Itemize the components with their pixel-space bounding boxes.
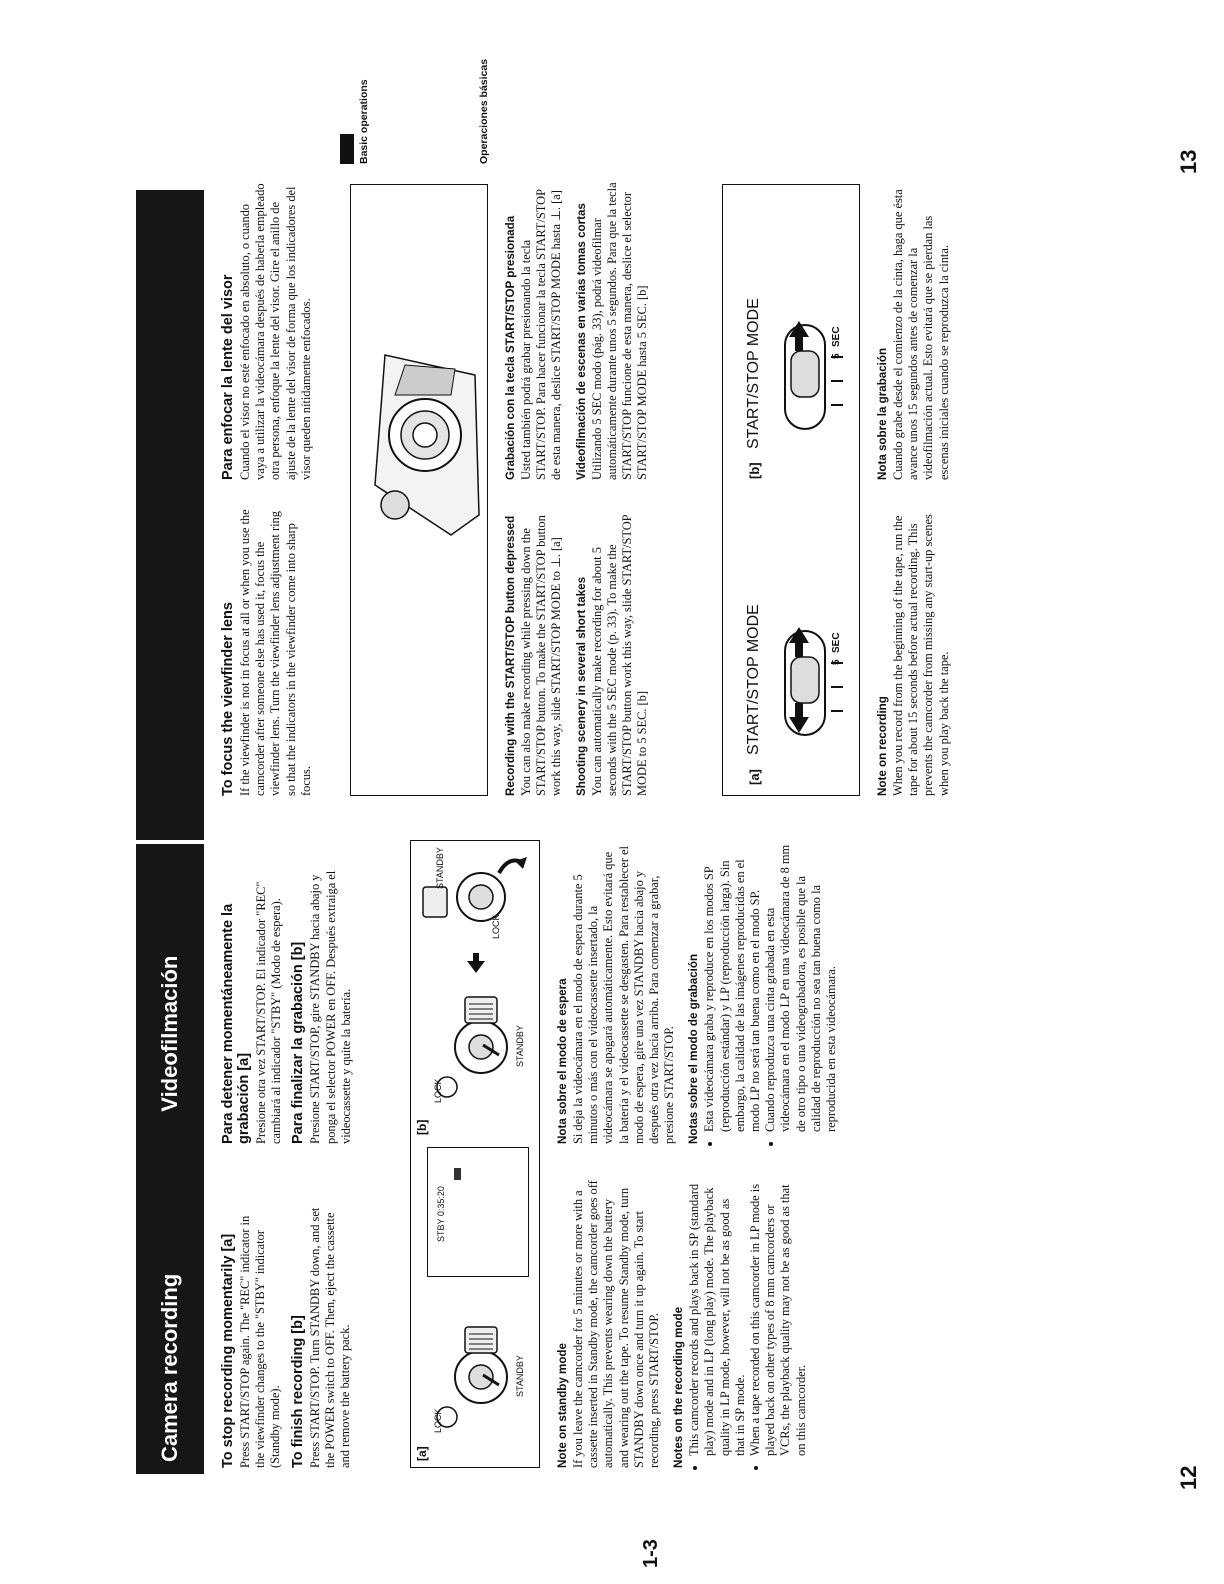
col-es-startstop — [494, 180, 650, 480]
banner-title-en: Camera recording — [157, 1273, 182, 1462]
heading-detener: Para detener momentáneamente la grabación [a] — [220, 903, 252, 1144]
heading-nota-espera: Nota sobre el modo de espera — [556, 978, 569, 1144]
sec-label-a: SEC — [831, 632, 842, 653]
lock-label-b: LOCK — [433, 1078, 443, 1103]
col-es-note-recording — [866, 180, 952, 480]
figure-label-a: [a] — [415, 1446, 429, 1461]
list-item: • This camcorder records and plays back in SP (standard play) mode and in LP (long play) mode. The playback quality in LP mode, however, will not be as good as that in SP mode. — [687, 1178, 748, 1456]
page-number-left: 12 — [1176, 1465, 1201, 1490]
heading-finish-recording: To finish recording [b] — [289, 1315, 306, 1468]
battery-icon — [454, 1168, 461, 1180]
viewfinder-display — [427, 1147, 529, 1277]
text-detener: Presione otra vez START/STOP. El indicador "REC" cambiará al indicador "STBY" (Modo de espera). — [254, 881, 284, 1144]
text-short-takes: You can automatically make recording for about 5 seconds with the 5 SEC mode (p. 33). To make the START/STOP button work this way, slide START/STOP MODE to 5 SEC. [b] — [589, 514, 650, 796]
col-en-note-recording — [866, 506, 952, 796]
heading-finalizar: Para finalizar la grabación [b] — [290, 941, 307, 1144]
list-item: • When a tape recorded on this camcorder in LP mode is played back on other types of 8 mm camcorders or VCRs, the playback quality may not be as good as that on this camcorder. — [748, 1178, 809, 1456]
text-stop-momentarily: Press START/STOP again. The "REC" indicator in the viewfinder changes to the "STBY" indicator (Standby mode). — [238, 1215, 283, 1468]
heading-note-standby: Note on standby mode — [556, 1343, 569, 1468]
figure-viewfinder-camera — [350, 184, 488, 796]
page-number-right: 13 — [1176, 149, 1201, 174]
standby-label-a: STANDBY — [515, 1355, 525, 1397]
arrow-up-icon — [465, 951, 487, 975]
mode-switch-b — [769, 299, 853, 449]
heading-grabacion-presionada: Grabación con la tecla START/STOP presionada — [504, 215, 517, 480]
figure-label-b: [b] — [415, 1119, 429, 1135]
heading-tomas-cortas: Videofilmación de escenas en varias tomas cortas — [574, 203, 588, 480]
text-focus-viewfinder: If the viewfinder is not in focus at all or when you use the camcorder after someone else has used it, focus the viewfinder lens. Turn the viewfinder lens adjustment ring so that the indicators in the viewfinder come into sharp focus. — [238, 509, 313, 796]
section-tag-en: Basic operations — [358, 79, 370, 164]
col-en-notes — [546, 1178, 809, 1468]
mode-label-a: START/STOP MODE — [745, 604, 762, 755]
heading-stop-momentarily: To stop recording momentarily [a] — [220, 1233, 236, 1468]
section-tag-es: Operaciones básicas — [478, 58, 490, 164]
heading-note-recording: Note on recording — [876, 696, 889, 796]
col-es-stop-finish — [214, 844, 354, 1144]
text-nota-espera: Si deja la videocámara en el modo de espera durante 5 minutos o más con el videocassette insertado, la videocámara se apagará automáticamente. Esto evitará que la batería y el videocassette se desgasten. Para restablecer el modo de espera, gire una vez STANDBY hacia abajo y después otra vez hacia arriba. Para comenzar a grabar, presione START/STOP. — [571, 846, 677, 1144]
figure-standby-dial — [410, 840, 540, 1468]
heading-nota-grabacion: Nota sobre la grabación — [876, 347, 889, 480]
col-en-startstop — [494, 506, 650, 796]
list-item: • Esta videocámara graba y reproduce en los modos SP (reproducción estándar) y LP (reproducción larga). Sin embargo, la calidad de las imágenes reproducidas en el modo LP no será tan buena como en el modo SP. — [702, 844, 763, 1132]
heading-recording-depressed: Recording with the START/STOP button depressed — [504, 515, 517, 796]
standby-label-b: STANDBY — [515, 1025, 525, 1067]
mode-label-a-tag: [a] — [747, 769, 762, 785]
mode-label-b-tag: [b] — [747, 462, 762, 479]
list-item: • Cuando reproduzca una cinta grabada en esta videocámara en el modo LP en una videocámara de 8 mm de otro tipo o una videograbadora, es posible que la calidad de reproducción no sea tan buena como la reproducida en esta videocámara. — [763, 844, 839, 1132]
five-label-a: 5 — [831, 659, 842, 665]
lock-label-c: LOCK — [491, 914, 501, 939]
col-en-stop-finish — [214, 1198, 353, 1468]
list-notes-recording-mode — [687, 1178, 809, 1468]
figure-startstop-mode — [722, 184, 860, 796]
camera-illustration — [355, 345, 483, 545]
text-recording-depressed: You can also make recording while pressing down the START/STOP button. To make the START/STOP button work this way, slide START/STOP MODE to ⊥. [a] — [519, 515, 564, 796]
five-label-b: 5 — [831, 353, 842, 359]
text-note-standby: If you leave the camcorder for 5 minutes or more with a cassette inserted in Standby mode, the camcorder goes off automatically. This prevents wearing down the battery and wearing out the tape. To resume Standby mode, turn STANDBY down once and turn it up again. To start recording, press START/STOP. — [571, 1180, 662, 1468]
col-es-notes — [546, 844, 839, 1144]
text-note-recording: When you record from the beginning of the tape, run the tape for about 15 seconds before actual recording. This prevents the camcorder from missing any start-up scenes when you play back the tape. — [891, 514, 951, 796]
text-finish-recording: Press START/STOP. Turn STANDBY down, and set the POWER switch to OFF. Then, eject the cassette and remove the battery pack. — [307, 1207, 353, 1468]
banner-continuation — [136, 190, 204, 840]
lock-label-a: LOCK — [433, 1408, 443, 1433]
banner-title-es: Videofilmación — [157, 955, 182, 1112]
col-es-focus — [214, 180, 314, 480]
standby-label-c: STANDBY — [435, 847, 445, 889]
heading-notes-recording-mode: Notes on the recording mode — [672, 1306, 686, 1468]
sec-label-b: SEC — [831, 326, 842, 347]
banner-camera-recording — [136, 844, 204, 1474]
mode-label-b: START/STOP MODE — [745, 298, 762, 449]
heading-enfocar-visor: Para enfocar la lente del visor — [220, 274, 236, 480]
text-enfocar-visor: Cuando el visor no esté enfocado en absoluto, o cuando vaya a utilizar la videocámara después de haberla empleado otra persona, enfoque la lente del visor. Gire el anillo de ajuste de la lente del visor de forma que los indicadores del visor queden nítidamente enfocados. — [238, 183, 313, 480]
section-marker — [340, 134, 354, 164]
text-grabacion-presionada: Usted también podrá grabar presionando la tecla START/STOP. Para hacer funcionar la tecla START/STOP de esta manera, deslice START/STOP MODE hasta ⊥. [a] — [519, 189, 564, 480]
stby-indicator: STBY 0:35:20 — [436, 1186, 446, 1242]
mode-switch-a — [769, 605, 853, 755]
text-nota-grabacion: Cuando grabe desde el comienzo de la cinta, haga que ésta avance unos 15 segundos antes de comenzar la videofilmación actual. Esto evitará que se pierdan las escenas iniciales cuando se reproduzca la cinta. — [891, 189, 951, 480]
heading-focus-viewfinder: To focus the viewfinder lens — [220, 602, 236, 796]
heading-short-takes: Shooting scenery in several short takes — [574, 576, 588, 796]
text-tomas-cortas: Utilizando 5 SEC modo (pág. 33), podrá videofilmar automáticamente durante unos 5 segundos. Para que la tecla START/STOP funcione de esta manera, deslice el selector START/STOP MODE hasta 5 SEC. [b] — [589, 182, 650, 480]
heading-notas-modo: Notas sobre el modo de grabación — [687, 953, 701, 1144]
col-en-focus — [214, 506, 314, 796]
text-finalizar: Presione START/STOP, gire STANDBY hacia abajo y ponga el selector POWER en OFF. Después extraiga el videocassette y quite la batería. — [308, 870, 353, 1144]
folio: 1-3 — [640, 1539, 662, 1568]
list-notas-modo — [702, 844, 839, 1144]
